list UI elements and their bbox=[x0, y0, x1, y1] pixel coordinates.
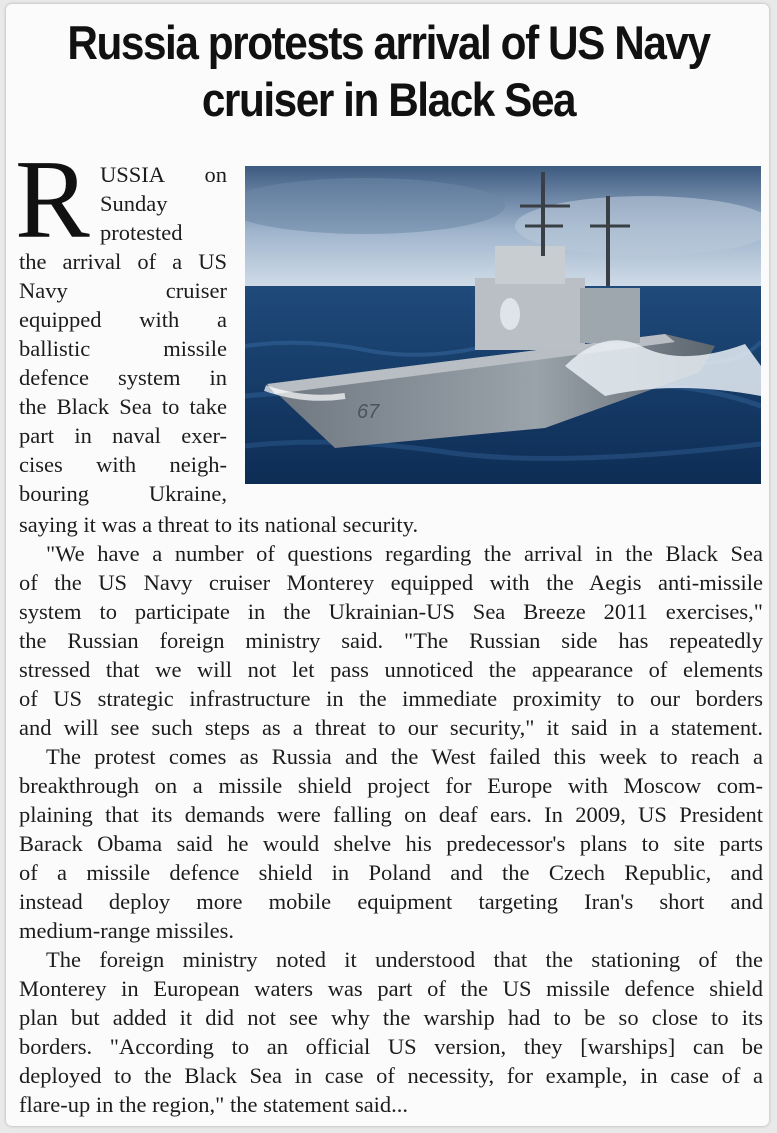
body-line: equipped with a bbox=[19, 307, 227, 332]
body-line: part in naval exer- bbox=[19, 423, 227, 448]
body-line: instead deploy more mobile equipment targeting Iran's short and bbox=[19, 889, 763, 914]
body-line: of a missile defence shield in Poland and the Czech Republic, and bbox=[19, 860, 763, 885]
body-line: of US strategic infrastructure in the immediate proximity to our borders bbox=[19, 686, 763, 711]
warship-photo bbox=[245, 166, 761, 484]
body-line: protested bbox=[100, 220, 183, 245]
body-line: the Russian foreign ministry said. "The Russian side has repeatedly bbox=[19, 628, 763, 653]
body-line: defence system in bbox=[19, 365, 227, 390]
body-line: saying it was a threat to its national security. bbox=[19, 512, 419, 537]
body-line: "We have a number of questions regarding the arrival in the Black Sea bbox=[46, 541, 763, 566]
warship-photo-graphic bbox=[245, 166, 761, 484]
hull-number: 67 bbox=[357, 401, 380, 423]
headline-line-1: Russia protests arrival of US Navy bbox=[67, 16, 710, 69]
body-line: cises with neigh- bbox=[19, 452, 227, 477]
body-line: flare-up in the region," the statement said... bbox=[19, 1092, 409, 1117]
headline-line-2: cruiser in Black Sea bbox=[201, 73, 576, 126]
body-line: breakthrough on a missile shield project for Europe with Moscow com- bbox=[19, 773, 763, 798]
body-line: Navy cruiser bbox=[19, 278, 227, 303]
body-line: borders. "According to an official US version, they [warships] can be bbox=[19, 1034, 763, 1059]
body-line: stressed that we will not let pass unnoticed the appearance of elements bbox=[19, 657, 763, 682]
body-line: ballistic missile bbox=[19, 336, 227, 361]
body-line: The foreign ministry noted it understood that the stationing of the bbox=[46, 947, 763, 972]
body-line: Monterey in European waters was part of the US missile defence shield bbox=[19, 976, 763, 1001]
body-line: deployed to the Black Sea in case of necessity, for example, in case of a bbox=[19, 1063, 763, 1088]
body-line: plaining that its demands were falling on deaf ears. In 2009, US President bbox=[19, 802, 763, 827]
body-line: the arrival of a US bbox=[19, 249, 227, 274]
body-line: The protest comes as Russia and the West failed this week to reach a bbox=[46, 744, 763, 769]
body-line: plan but added it did not see why the warship had to be so close to its bbox=[19, 1005, 763, 1030]
body-line: of the US Navy cruiser Monterey equipped with the Aegis anti-missile bbox=[19, 570, 763, 595]
body-line: Barack Obama said he would shelve his predecessor's plans to site parts bbox=[19, 831, 763, 856]
drop-cap: R bbox=[15, 138, 90, 262]
body-line: bouring Ukraine, bbox=[19, 481, 227, 506]
body-line: system to participate in the Ukrainian-US Sea Breeze 2011 exercises," bbox=[19, 599, 763, 624]
body-line: USSIA on bbox=[100, 162, 227, 187]
body-line: Sunday bbox=[100, 191, 168, 216]
body-line: and will see such steps as a threat to our security," it said in a statement. bbox=[19, 715, 763, 740]
body-line: the Black Sea to take bbox=[19, 394, 227, 419]
headline bbox=[39, 14, 738, 128]
body-line: medium-range missiles. bbox=[19, 918, 234, 943]
